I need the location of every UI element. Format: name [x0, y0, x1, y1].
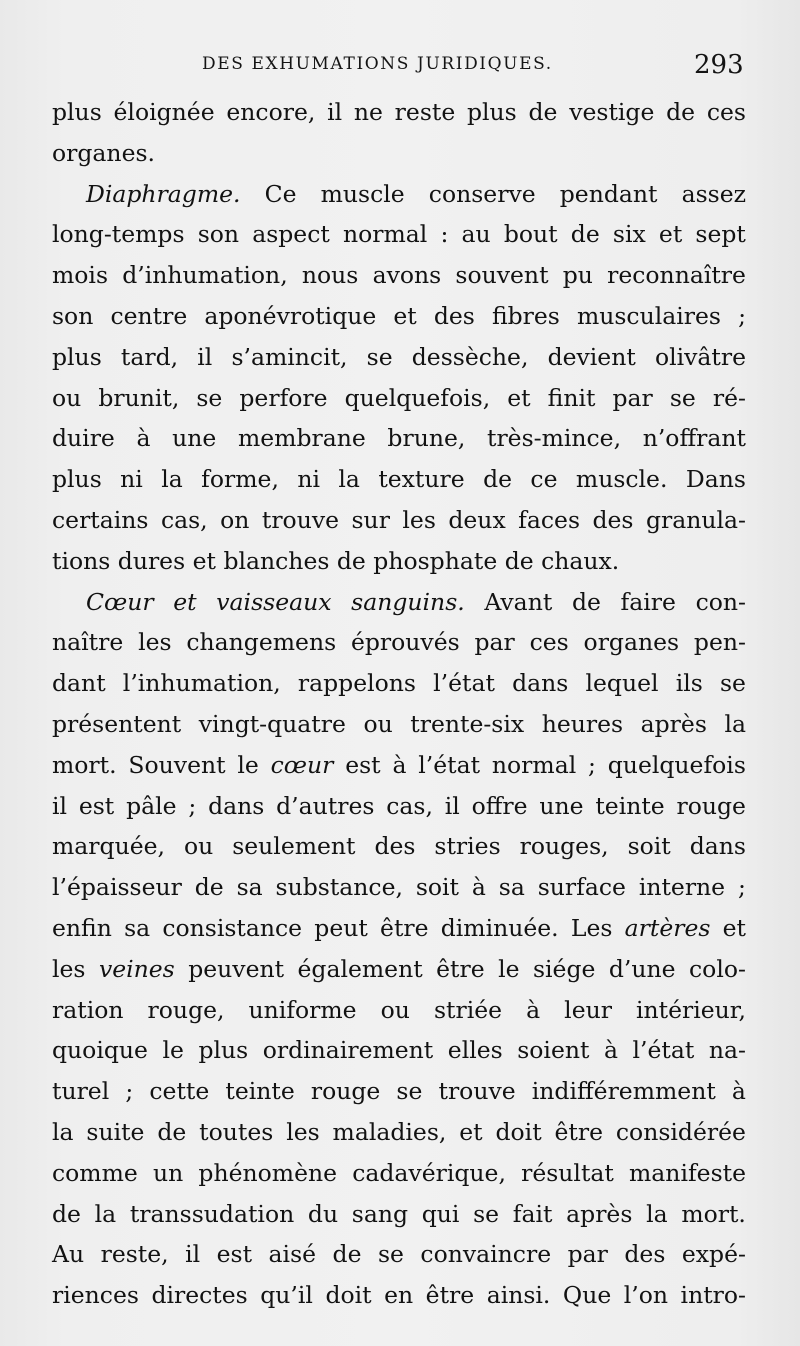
word: est: [78, 791, 115, 820]
word: artères: [624, 913, 711, 942]
word: qu’il: [260, 1281, 313, 1310]
word: ainsi.: [486, 1281, 551, 1310]
word: membrane: [237, 424, 366, 453]
word: la: [338, 465, 360, 494]
word: toutes: [199, 1117, 274, 1146]
word: des: [433, 301, 475, 330]
word: il: [185, 1240, 201, 1269]
word: la: [94, 1199, 117, 1228]
word: d’une: [608, 954, 676, 983]
word: surface: [537, 873, 626, 902]
word: soient: [517, 1036, 590, 1065]
word: n’offrant: [642, 424, 746, 453]
word: brunit,: [98, 383, 180, 412]
word: ;: [125, 1077, 134, 1106]
word: teinte: [595, 791, 665, 820]
word: centre: [110, 301, 188, 330]
text-line: [52, 1112, 746, 1153]
word: en: [384, 1281, 414, 1310]
word: s’amincit,: [231, 342, 348, 371]
text-line: [52, 990, 746, 1031]
word: plus: [52, 465, 102, 494]
word: du: [307, 1199, 339, 1228]
word: son: [52, 301, 94, 330]
word: vestige: [569, 98, 655, 126]
word: Cœur: [86, 587, 154, 616]
word: interne: [638, 873, 726, 902]
text-line: [52, 908, 746, 949]
word: Avant: [484, 587, 553, 616]
word: pâle: [126, 791, 177, 820]
word: Les: [570, 913, 613, 942]
word: elles: [447, 1036, 503, 1065]
word: la: [161, 465, 183, 494]
word: le: [498, 954, 520, 983]
word: on: [220, 505, 250, 534]
word: quelquefois: [607, 750, 746, 779]
word: de: [666, 98, 696, 126]
word: rouge: [676, 791, 746, 820]
word: se: [396, 1077, 423, 1106]
word: transsudation: [129, 1199, 295, 1228]
word: avons: [372, 261, 442, 290]
word: après: [566, 1199, 633, 1228]
word: substance,: [275, 873, 403, 902]
word: granula-: [645, 505, 746, 534]
word: bout: [503, 220, 558, 249]
word: muscle: [320, 179, 405, 208]
word: ou: [363, 709, 393, 738]
word: à: [471, 873, 486, 902]
word: mois: [52, 261, 109, 290]
word: de: [194, 873, 224, 902]
word: souvent: [455, 261, 549, 290]
word: être: [554, 1117, 604, 1146]
word: se: [366, 342, 393, 371]
word: rouge,: [147, 995, 225, 1024]
text-line: [52, 541, 746, 582]
word: éprouvés: [350, 628, 460, 657]
word: par: [474, 628, 515, 657]
text-line: [52, 826, 746, 867]
text-line: [52, 1194, 746, 1235]
page-number: 293: [694, 50, 744, 80]
word: trente-six: [410, 709, 525, 738]
word: d’inhumation,: [122, 261, 288, 290]
word: de: [157, 1117, 187, 1146]
word: forme,: [201, 465, 279, 494]
word: dans: [208, 791, 265, 820]
word: présentent: [52, 709, 182, 738]
word: assez: [681, 179, 746, 208]
word: long-temps: [52, 220, 185, 249]
word: striée: [433, 995, 503, 1024]
word: sanguins.: [351, 587, 465, 616]
word: se: [669, 383, 696, 412]
word: par: [567, 1240, 608, 1269]
word: mort.: [681, 1199, 746, 1228]
word: sang: [351, 1199, 409, 1228]
word: texture: [378, 465, 465, 494]
word: ni: [297, 465, 320, 494]
word: un: [152, 1158, 184, 1187]
text-segment: tions dures et blanches de phosphate de chaux.: [52, 546, 620, 575]
word: à: [603, 1036, 618, 1065]
text-line: [52, 92, 746, 133]
word: certains: [52, 505, 149, 534]
word: ils: [675, 669, 703, 698]
word: peuvent: [188, 954, 285, 983]
running-title: DES EXHUMATIONS JURIDIQUES.: [202, 54, 553, 74]
word: heures: [541, 709, 624, 738]
word: des: [624, 1240, 666, 1269]
word: muscle.: [575, 465, 668, 494]
word: diminuée.: [440, 913, 559, 942]
text-line: [52, 704, 746, 745]
word: la: [52, 1117, 74, 1146]
text-line: [52, 1153, 746, 1194]
word: cas,: [386, 791, 433, 820]
word: sur: [351, 505, 390, 534]
word: sa: [236, 873, 263, 902]
word: brune,: [387, 424, 466, 453]
word: il: [444, 791, 460, 820]
word: pen-: [693, 628, 746, 657]
word: être: [436, 954, 485, 983]
word: intro-: [680, 1281, 746, 1310]
word: et: [459, 1117, 483, 1146]
word: Souvent: [128, 750, 226, 779]
word: Que: [562, 1281, 612, 1310]
word: ou: [380, 995, 410, 1024]
text-line: [52, 1071, 746, 1112]
word: l’état: [632, 1036, 695, 1065]
word: sa: [498, 873, 525, 902]
word: dans: [689, 832, 746, 861]
text-line: [52, 174, 746, 215]
word: mort.: [52, 750, 117, 779]
word: et: [658, 220, 683, 249]
word: et: [507, 383, 531, 412]
word: il: [52, 791, 68, 820]
word: enfin: [52, 913, 112, 942]
word: ces: [529, 628, 569, 657]
word: manifeste: [629, 1158, 746, 1187]
text-line: [52, 949, 746, 990]
text-line: [52, 663, 746, 704]
text-segment: organes.: [52, 138, 156, 167]
word: plus: [198, 1036, 249, 1065]
word: reconnaître: [607, 261, 746, 290]
text-line: [52, 214, 746, 255]
word: uniforme: [248, 995, 357, 1024]
word: na-: [708, 1036, 746, 1065]
word: sa: [124, 913, 151, 942]
word: marquée,: [52, 832, 165, 861]
word: con-: [695, 587, 746, 616]
word: se: [377, 1240, 404, 1269]
word: musculaires: [576, 301, 721, 330]
word: doit: [495, 1117, 542, 1146]
word: l’inhumation,: [122, 669, 281, 698]
text-line: [52, 745, 746, 786]
word: six: [612, 220, 646, 249]
word: qui: [421, 1199, 460, 1228]
word: Ce: [264, 179, 297, 208]
word: expé-: [681, 1240, 746, 1269]
word: ni: [120, 465, 143, 494]
word: de: [332, 1240, 362, 1269]
word: turel: [52, 1077, 110, 1106]
word: trouve: [438, 1077, 516, 1106]
word: de: [483, 465, 513, 494]
word: fait: [512, 1199, 553, 1228]
word: dant: [52, 669, 106, 698]
word: offre: [471, 791, 528, 820]
word: une: [172, 424, 217, 453]
word: il: [327, 98, 343, 126]
page-header: [0, 50, 800, 80]
word: rappelons: [297, 669, 416, 698]
word: pendant: [559, 179, 658, 208]
word: se: [196, 383, 223, 412]
word: vaisseaux: [216, 587, 332, 616]
word: soit: [415, 873, 459, 902]
text-line: [52, 418, 746, 459]
body-text: [52, 92, 746, 1316]
text-line: [52, 867, 746, 908]
word: se: [719, 669, 746, 698]
word: sept: [695, 220, 746, 249]
word: le: [237, 750, 259, 779]
word: après: [640, 709, 707, 738]
word: aspect: [252, 220, 330, 249]
word: ;: [738, 301, 746, 330]
word: directes: [151, 1281, 248, 1310]
word: des: [592, 505, 634, 534]
word: à: [526, 995, 541, 1024]
word: indifféremment: [531, 1077, 716, 1106]
word: de: [528, 98, 558, 126]
word: de: [52, 1199, 81, 1228]
word: cadavérique,: [352, 1158, 506, 1187]
word: riences: [52, 1281, 139, 1310]
word: deux: [448, 505, 506, 534]
word: phénomène: [198, 1158, 338, 1187]
word: encore,: [226, 98, 316, 126]
text-line: [52, 1030, 746, 1071]
word: vingt-quatre: [198, 709, 346, 738]
word: ration: [52, 995, 124, 1024]
word: teinte: [225, 1077, 295, 1106]
text-line: [52, 582, 746, 623]
text-line: [52, 622, 746, 663]
word: l’état: [418, 750, 481, 779]
text-line: [52, 1275, 746, 1316]
word: naître: [52, 628, 124, 657]
word: plus: [52, 98, 102, 126]
word: ou: [52, 383, 82, 412]
word: il: [197, 342, 213, 371]
word: soit: [627, 832, 671, 861]
word: lequel: [585, 669, 659, 698]
word: convaincre: [420, 1240, 552, 1269]
word: Dans: [685, 465, 746, 494]
word: maladies,: [332, 1117, 447, 1146]
word: quoique: [52, 1036, 148, 1065]
word: ;: [188, 791, 197, 820]
word: à: [731, 1077, 746, 1106]
text-line: [52, 255, 746, 296]
word: résultat: [521, 1158, 614, 1187]
word: plus: [466, 98, 517, 126]
word: éloignée: [113, 98, 215, 126]
word: à: [392, 750, 407, 779]
word: doit: [325, 1281, 372, 1310]
word: stries: [434, 832, 501, 861]
word: rouges,: [519, 832, 609, 861]
word: pu: [562, 261, 593, 290]
text-line: [52, 500, 746, 541]
word: consistance: [162, 913, 303, 942]
word: et: [393, 301, 417, 330]
word: de: [570, 220, 600, 249]
word: considérée: [615, 1117, 746, 1146]
word: reste: [394, 98, 456, 126]
word: ces: [706, 98, 746, 126]
word: très-mince,: [487, 424, 622, 453]
word: faces: [518, 505, 581, 534]
word: finit: [547, 383, 596, 412]
word: les: [286, 1117, 320, 1146]
word: cas,: [160, 505, 208, 534]
word: des: [374, 832, 416, 861]
word: est: [216, 1240, 253, 1269]
word: normal: [342, 220, 428, 249]
word: colo-: [689, 954, 746, 983]
word: la: [646, 1199, 668, 1228]
word: l’on: [623, 1281, 669, 1310]
word: ne: [353, 98, 383, 126]
text-line: [52, 378, 746, 419]
word: trouve: [261, 505, 340, 534]
word: ce: [530, 465, 558, 494]
word: à: [136, 424, 151, 453]
word: rouge: [310, 1077, 381, 1106]
text-line: [52, 296, 746, 337]
word: comme: [52, 1158, 138, 1187]
word: faire: [620, 587, 676, 616]
word: les: [402, 505, 436, 534]
word: ;: [737, 873, 746, 902]
word: est: [345, 750, 381, 779]
text-line: [52, 133, 746, 174]
word: être: [425, 1281, 475, 1310]
text-line: [52, 1234, 746, 1275]
word: l’état: [433, 669, 495, 698]
word: tard,: [120, 342, 179, 371]
word: reste,: [100, 1240, 169, 1269]
word: :: [440, 220, 449, 249]
word: olivâtre: [654, 342, 746, 371]
text-line: [52, 786, 746, 827]
word: également: [297, 954, 423, 983]
word: conserve: [428, 179, 536, 208]
word: suite: [86, 1117, 145, 1146]
word: les: [138, 628, 172, 657]
word: intérieur,: [636, 995, 746, 1024]
word: ré-: [712, 383, 746, 412]
word: plus: [52, 342, 102, 371]
word: et: [722, 913, 746, 942]
text-line: [52, 337, 746, 378]
word: duire: [52, 424, 115, 453]
word: peut: [314, 913, 368, 942]
word: seulement: [232, 832, 356, 861]
word: Au: [52, 1240, 85, 1269]
word: dessèche,: [411, 342, 529, 371]
word: normal: [491, 750, 577, 779]
word: les: [52, 954, 86, 983]
word: d’autres: [276, 791, 375, 820]
word: quelquefois,: [344, 383, 491, 412]
word: aisé: [268, 1240, 317, 1269]
word: cette: [149, 1077, 210, 1106]
word: la: [724, 709, 746, 738]
word: ordinairement: [262, 1036, 434, 1065]
word: l’épaisseur: [52, 873, 182, 902]
word: par: [612, 383, 653, 412]
word: cœur: [270, 750, 334, 779]
word: devient: [547, 342, 636, 371]
word: de: [571, 587, 601, 616]
word: ;: [588, 750, 596, 779]
word: Diaphragme.: [86, 179, 241, 208]
word: siége: [532, 954, 596, 983]
word: organes: [583, 628, 680, 657]
text-line: [52, 459, 746, 500]
word: aponévrotique: [204, 301, 377, 330]
word: son: [197, 220, 240, 249]
word: dans: [512, 669, 569, 698]
word: le: [162, 1036, 184, 1065]
word: perfore: [239, 383, 328, 412]
word: ou: [183, 832, 214, 861]
word: se: [473, 1199, 500, 1228]
word: une: [539, 791, 584, 820]
word: fibres: [491, 301, 560, 330]
word: nous: [301, 261, 359, 290]
word: et: [173, 587, 197, 616]
word: veines: [98, 954, 175, 983]
word: être: [380, 913, 429, 942]
word: leur: [564, 995, 612, 1024]
word: au: [461, 220, 491, 249]
word: changemens: [186, 628, 337, 657]
